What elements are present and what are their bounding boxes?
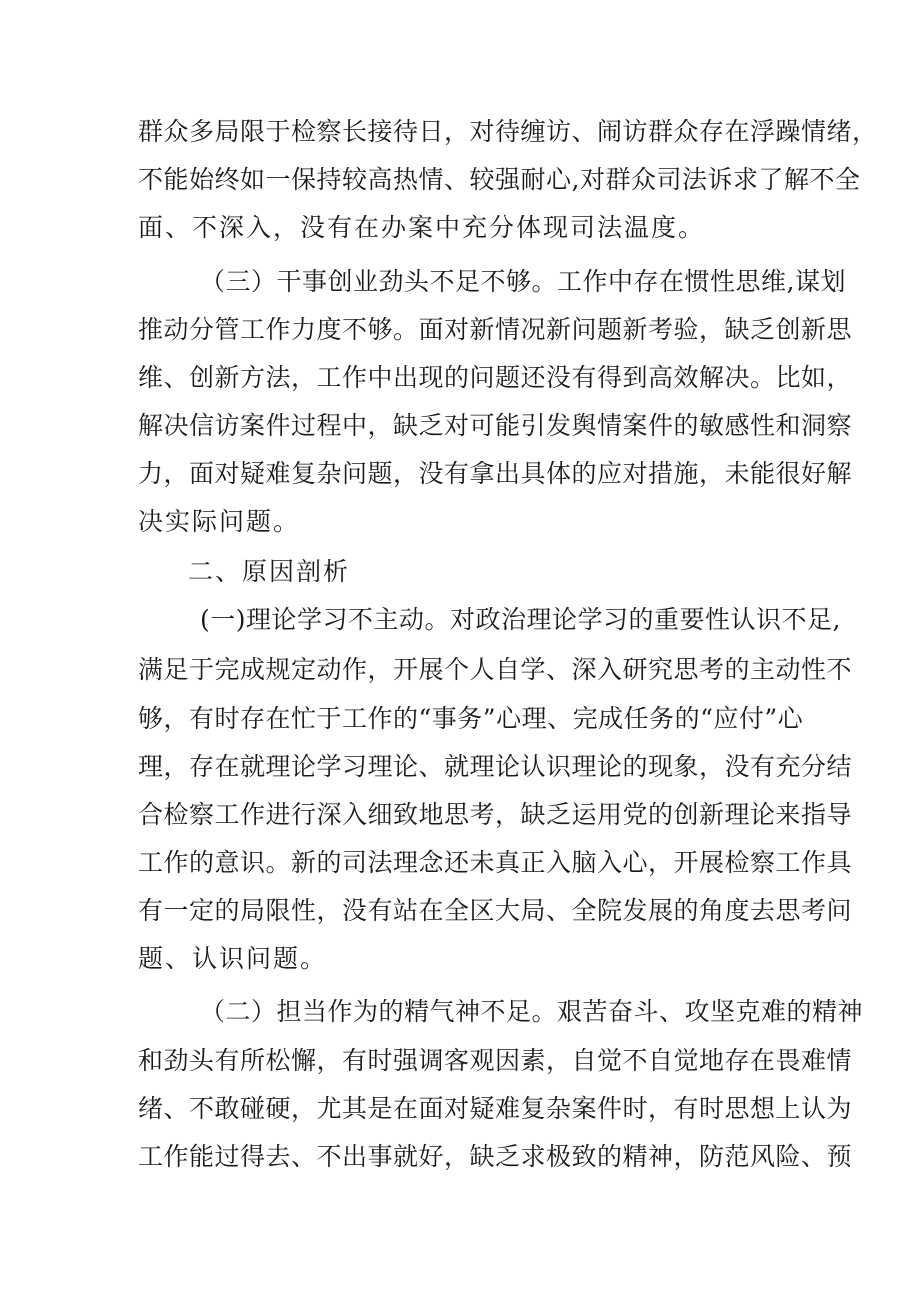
body-text-line: 决实际问题。 bbox=[138, 507, 301, 536]
body-text-line: 理，存在就理论学习理论、就理论认识理论的现象，没有充分结 bbox=[138, 752, 853, 781]
body-text-line: 和劲头有所松懈，有时强调客观因素，自觉不自觉地存在畏难情 bbox=[138, 1046, 853, 1075]
body-text-line: (一)理论学习不主动。对政治理论学习的重要性认识不足, bbox=[200, 605, 841, 634]
body-text-line: 群众多局限于检察长接待日，对待缠访、闹访群众存在浮躁情绪， bbox=[138, 117, 878, 146]
body-text-line: 题、认识问题。 bbox=[138, 944, 328, 973]
body-text-line: 合检察工作进行深入细致地思考，缺乏运用党的创新理论来指导 bbox=[138, 800, 853, 829]
body-text-line: 推动分管工作力度不够。面对新情况新问题新考验，缺乏创新思 bbox=[138, 315, 853, 344]
body-text-line: 绪、不敢碰硬，尤其是在面对疑难复杂案件时，有时思想上认为 bbox=[138, 1094, 853, 1123]
body-text-line: 面、不深入，没有在办案中充分体现司法温度。 bbox=[138, 213, 706, 242]
body-text-line: 维、创新方法，工作中出现的问题还没有得到高效解决。比如， bbox=[138, 363, 853, 392]
body-text-line: （三）干事创业劲头不足不够。工作中存在惯性思维,谋划 bbox=[200, 267, 846, 296]
body-text-line: 力，面对疑难复杂问题，没有拿出具体的应对措施，未能很好解 bbox=[138, 459, 853, 488]
body-text-line: 不能始终如一保持较高热情、较强耐心,对群众司法诉求了解不全 bbox=[138, 165, 861, 194]
section-heading: 二、原因剖析 bbox=[188, 557, 351, 586]
body-text-line: 工作能过得去、不出事就好，缺乏求极致的精神，防范风险、预 bbox=[138, 1142, 853, 1171]
body-text-line: 工作的意识。新的司法理念还未真正入脑入心，开展检察工作具 bbox=[138, 848, 853, 877]
body-text-line: 满足于完成规定动作，开展个人自学、深入研究思考的主动性不 bbox=[138, 655, 853, 684]
body-text-line: 够，有时存在忙于工作的“事务”心理、完成任务的“应付”心 bbox=[138, 704, 804, 733]
body-text-line: （二）担当作为的精气神不足。艰苦奋斗、攻坚克难的精神 bbox=[200, 997, 864, 1026]
body-text-line: 有一定的局限性，没有站在全区大局、全院发展的角度去思考问 bbox=[138, 896, 853, 925]
body-text-line: 解决信访案件过程中，缺乏对可能引发舆情案件的敏感性和洞察 bbox=[138, 411, 853, 440]
